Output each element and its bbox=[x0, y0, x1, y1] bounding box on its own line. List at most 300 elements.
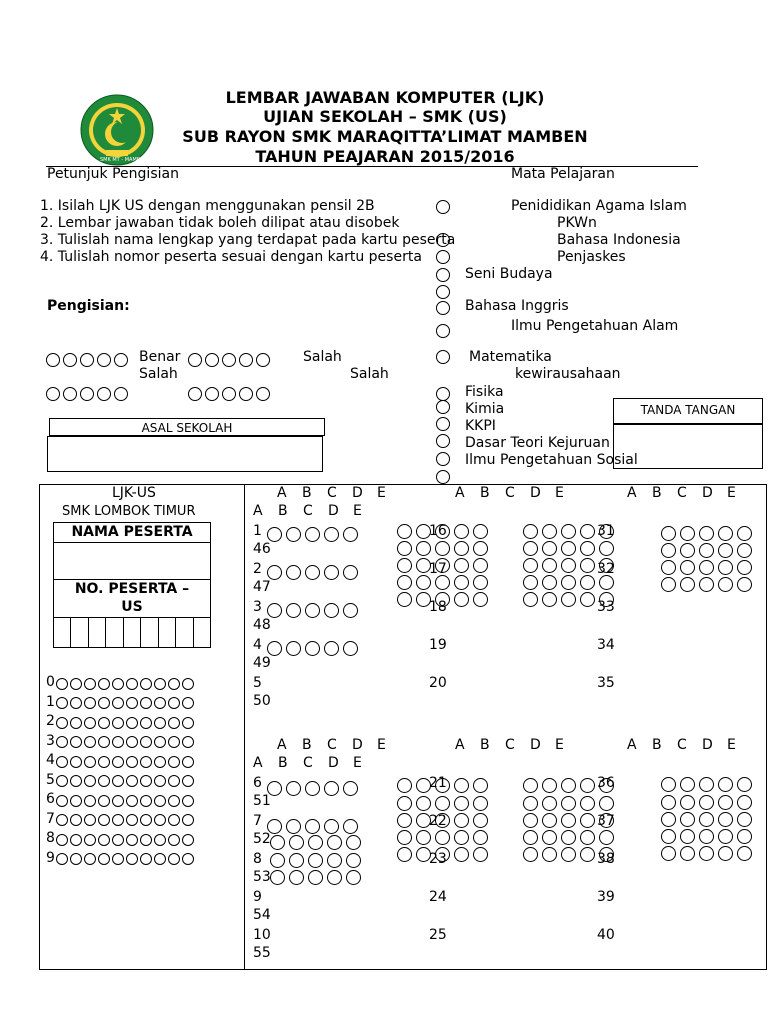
answer-bubble[interactable] bbox=[473, 830, 488, 845]
answer-bubble[interactable] bbox=[523, 575, 538, 590]
answer-bubble[interactable] bbox=[416, 847, 431, 862]
digit-bubble[interactable] bbox=[168, 717, 180, 729]
answer-bubble-row[interactable] bbox=[523, 813, 618, 828]
digit-bubble[interactable] bbox=[126, 775, 138, 787]
answer-bubble-row[interactable] bbox=[267, 527, 362, 542]
digit-bubble[interactable] bbox=[182, 756, 194, 768]
answer-bubble[interactable] bbox=[599, 575, 614, 590]
answer-bubble[interactable] bbox=[523, 847, 538, 862]
digit-bubble-row[interactable] bbox=[56, 754, 196, 768]
digit-bubble[interactable] bbox=[84, 814, 96, 826]
answer-bubble[interactable] bbox=[454, 778, 469, 793]
digit-bubble[interactable] bbox=[70, 697, 82, 709]
digit-bubble[interactable] bbox=[56, 756, 68, 768]
answer-bubble[interactable] bbox=[561, 847, 576, 862]
answer-bubble[interactable] bbox=[343, 565, 358, 580]
answer-bubble[interactable] bbox=[580, 813, 595, 828]
answer-bubble-row[interactable] bbox=[397, 796, 492, 811]
digit-bubble[interactable] bbox=[126, 736, 138, 748]
answer-bubble[interactable] bbox=[523, 778, 538, 793]
answer-bubble[interactable] bbox=[473, 575, 488, 590]
answer-bubble[interactable] bbox=[661, 777, 676, 792]
answer-bubble[interactable] bbox=[561, 796, 576, 811]
digit-bubble[interactable] bbox=[98, 853, 110, 865]
digit-bubble[interactable] bbox=[112, 814, 124, 826]
answer-bubble[interactable] bbox=[699, 846, 714, 861]
answer-bubble[interactable] bbox=[343, 641, 358, 656]
answer-bubble-row[interactable] bbox=[523, 558, 618, 573]
answer-bubble[interactable] bbox=[267, 781, 282, 796]
answer-bubble[interactable] bbox=[523, 524, 538, 539]
digit-bubble[interactable] bbox=[140, 678, 152, 690]
answer-bubble[interactable] bbox=[346, 870, 361, 885]
answer-bubble[interactable] bbox=[435, 813, 450, 828]
answer-bubble[interactable] bbox=[542, 830, 557, 845]
nama-peserta-field[interactable] bbox=[54, 543, 210, 579]
answer-bubble[interactable] bbox=[397, 541, 412, 556]
answer-bubble[interactable] bbox=[561, 541, 576, 556]
digit-bubble[interactable] bbox=[154, 736, 166, 748]
answer-bubble[interactable] bbox=[542, 558, 557, 573]
answer-bubble-row[interactable] bbox=[397, 575, 492, 590]
answer-bubble[interactable] bbox=[473, 558, 488, 573]
answer-bubble[interactable] bbox=[718, 526, 733, 541]
answer-bubble[interactable] bbox=[680, 543, 695, 558]
answer-bubble[interactable] bbox=[343, 781, 358, 796]
digit-bubble[interactable] bbox=[70, 795, 82, 807]
digit-bubble[interactable] bbox=[168, 795, 180, 807]
answer-bubble[interactable] bbox=[324, 603, 339, 618]
digit-bubble[interactable] bbox=[70, 717, 82, 729]
no-peserta-cells[interactable] bbox=[54, 618, 210, 647]
answer-bubble-row[interactable] bbox=[397, 778, 492, 793]
answer-bubble-row[interactable] bbox=[267, 641, 362, 656]
answer-bubble[interactable] bbox=[561, 592, 576, 607]
answer-bubble[interactable] bbox=[580, 541, 595, 556]
answer-bubble[interactable] bbox=[699, 777, 714, 792]
answer-bubble[interactable] bbox=[270, 835, 285, 850]
answer-bubble[interactable] bbox=[680, 795, 695, 810]
answer-bubble[interactable] bbox=[286, 603, 301, 618]
answer-bubble[interactable] bbox=[305, 781, 320, 796]
answer-bubble[interactable] bbox=[561, 778, 576, 793]
answer-bubble[interactable] bbox=[397, 575, 412, 590]
digit-bubble[interactable] bbox=[56, 775, 68, 787]
answer-bubble[interactable] bbox=[308, 835, 323, 850]
answer-bubble[interactable] bbox=[718, 560, 733, 575]
answer-bubble-row[interactable] bbox=[523, 524, 618, 539]
answer-bubble[interactable] bbox=[599, 558, 614, 573]
digit-bubble[interactable] bbox=[140, 814, 152, 826]
answer-bubble[interactable] bbox=[308, 853, 323, 868]
digit-bubble[interactable] bbox=[182, 853, 194, 865]
answer-bubble[interactable] bbox=[454, 558, 469, 573]
digit-bubble[interactable] bbox=[154, 834, 166, 846]
answer-bubble[interactable] bbox=[737, 829, 752, 844]
answer-bubble[interactable] bbox=[661, 543, 676, 558]
answer-bubble[interactable] bbox=[680, 577, 695, 592]
digit-bubble[interactable] bbox=[84, 853, 96, 865]
answer-bubble-row[interactable] bbox=[661, 829, 756, 844]
answer-bubble[interactable] bbox=[473, 592, 488, 607]
digit-bubble[interactable] bbox=[182, 678, 194, 690]
digit-bubble[interactable] bbox=[84, 717, 96, 729]
answer-bubble[interactable] bbox=[327, 835, 342, 850]
digit-bubble[interactable] bbox=[56, 834, 68, 846]
digit-bubble[interactable] bbox=[140, 717, 152, 729]
answer-bubble[interactable] bbox=[305, 565, 320, 580]
digit-bubble[interactable] bbox=[98, 736, 110, 748]
answer-bubble[interactable] bbox=[289, 853, 304, 868]
digit-bubble[interactable] bbox=[70, 853, 82, 865]
answer-bubble[interactable] bbox=[435, 778, 450, 793]
answer-bubble[interactable] bbox=[397, 813, 412, 828]
answer-bubble[interactable] bbox=[267, 527, 282, 542]
answer-bubble[interactable] bbox=[289, 835, 304, 850]
digit-bubble[interactable] bbox=[98, 678, 110, 690]
answer-bubble[interactable] bbox=[267, 819, 282, 834]
answer-bubble[interactable] bbox=[737, 560, 752, 575]
answer-bubble[interactable] bbox=[523, 830, 538, 845]
answer-bubble[interactable] bbox=[737, 577, 752, 592]
digit-bubble[interactable] bbox=[56, 678, 68, 690]
answer-bubble-row[interactable] bbox=[661, 795, 756, 810]
answer-bubble-row[interactable] bbox=[397, 592, 492, 607]
digit-bubble[interactable] bbox=[182, 795, 194, 807]
digit-bubble[interactable] bbox=[126, 834, 138, 846]
digit-bubble[interactable] bbox=[84, 795, 96, 807]
answer-bubble[interactable] bbox=[270, 853, 285, 868]
digit-bubble[interactable] bbox=[70, 736, 82, 748]
answer-bubble[interactable] bbox=[435, 558, 450, 573]
answer-bubble[interactable] bbox=[580, 524, 595, 539]
answer-bubble[interactable] bbox=[680, 560, 695, 575]
answer-bubble[interactable] bbox=[542, 813, 557, 828]
answer-bubble-row[interactable] bbox=[661, 526, 756, 541]
answer-bubble[interactable] bbox=[661, 795, 676, 810]
answer-bubble-row[interactable] bbox=[397, 541, 492, 556]
answer-bubble[interactable] bbox=[324, 781, 339, 796]
answer-bubble[interactable] bbox=[599, 592, 614, 607]
answer-bubble[interactable] bbox=[661, 560, 676, 575]
answer-bubble[interactable] bbox=[699, 795, 714, 810]
digit-bubble[interactable] bbox=[98, 717, 110, 729]
answer-bubble-row[interactable] bbox=[523, 778, 618, 793]
digit-bubble[interactable] bbox=[70, 775, 82, 787]
answer-bubble-row[interactable] bbox=[270, 870, 365, 885]
answer-bubble[interactable] bbox=[599, 847, 614, 862]
answer-bubble[interactable] bbox=[542, 541, 557, 556]
answer-bubble[interactable] bbox=[599, 778, 614, 793]
answer-bubble[interactable] bbox=[435, 541, 450, 556]
digit-bubble-row[interactable] bbox=[56, 735, 196, 749]
digit-bubble[interactable] bbox=[98, 814, 110, 826]
answer-bubble[interactable] bbox=[561, 575, 576, 590]
answer-bubble-row[interactable] bbox=[267, 565, 362, 580]
answer-bubble[interactable] bbox=[737, 777, 752, 792]
digit-bubble[interactable] bbox=[168, 697, 180, 709]
answer-bubble[interactable] bbox=[305, 527, 320, 542]
digit-bubble[interactable] bbox=[168, 775, 180, 787]
answer-bubble[interactable] bbox=[523, 541, 538, 556]
answer-bubble-row[interactable] bbox=[523, 592, 618, 607]
digit-bubble[interactable] bbox=[140, 736, 152, 748]
answer-bubble-row[interactable] bbox=[661, 543, 756, 558]
digit-bubble[interactable] bbox=[126, 717, 138, 729]
answer-bubble-row[interactable] bbox=[523, 796, 618, 811]
answer-bubble-row[interactable] bbox=[397, 847, 492, 862]
digit-bubble[interactable] bbox=[112, 795, 124, 807]
answer-bubble-row[interactable] bbox=[523, 847, 618, 862]
answer-bubble[interactable] bbox=[397, 796, 412, 811]
answer-bubble[interactable] bbox=[718, 812, 733, 827]
answer-bubble[interactable] bbox=[699, 577, 714, 592]
answer-bubble[interactable] bbox=[523, 592, 538, 607]
answer-bubble[interactable] bbox=[454, 575, 469, 590]
digit-bubble[interactable] bbox=[56, 697, 68, 709]
digit-bubble[interactable] bbox=[112, 678, 124, 690]
answer-bubble[interactable] bbox=[416, 813, 431, 828]
answer-bubble[interactable] bbox=[718, 846, 733, 861]
digit-bubble[interactable] bbox=[140, 697, 152, 709]
answer-bubble-row[interactable] bbox=[661, 812, 756, 827]
digit-bubble[interactable] bbox=[140, 853, 152, 865]
answer-bubble[interactable] bbox=[737, 543, 752, 558]
answer-bubble[interactable] bbox=[327, 870, 342, 885]
answer-bubble[interactable] bbox=[397, 524, 412, 539]
answer-bubble[interactable] bbox=[416, 778, 431, 793]
answer-bubble[interactable] bbox=[580, 575, 595, 590]
answer-bubble[interactable] bbox=[661, 526, 676, 541]
answer-bubble[interactable] bbox=[270, 870, 285, 885]
answer-bubble[interactable] bbox=[416, 830, 431, 845]
answer-bubble[interactable] bbox=[699, 560, 714, 575]
digit-bubble[interactable] bbox=[154, 678, 166, 690]
answer-bubble[interactable] bbox=[267, 641, 282, 656]
answer-bubble[interactable] bbox=[542, 524, 557, 539]
answer-bubble[interactable] bbox=[435, 575, 450, 590]
digit-bubble[interactable] bbox=[84, 775, 96, 787]
answer-bubble[interactable] bbox=[416, 575, 431, 590]
digit-bubble[interactable] bbox=[98, 697, 110, 709]
answer-bubble-row[interactable] bbox=[397, 830, 492, 845]
answer-bubble[interactable] bbox=[680, 812, 695, 827]
answer-bubble[interactable] bbox=[416, 592, 431, 607]
digit-bubble[interactable] bbox=[98, 795, 110, 807]
answer-bubble[interactable] bbox=[473, 541, 488, 556]
answer-bubble-row[interactable] bbox=[267, 819, 362, 834]
digit-bubble[interactable] bbox=[84, 834, 96, 846]
answer-bubble[interactable] bbox=[454, 541, 469, 556]
digit-bubble[interactable] bbox=[112, 736, 124, 748]
answer-bubble[interactable] bbox=[397, 830, 412, 845]
answer-bubble[interactable] bbox=[435, 592, 450, 607]
answer-bubble-row[interactable] bbox=[267, 603, 362, 618]
digit-bubble-row[interactable] bbox=[56, 696, 196, 710]
digit-bubble[interactable] bbox=[126, 697, 138, 709]
answer-bubble[interactable] bbox=[397, 592, 412, 607]
digit-bubble[interactable] bbox=[126, 678, 138, 690]
answer-bubble[interactable] bbox=[542, 592, 557, 607]
digit-bubble[interactable] bbox=[98, 775, 110, 787]
answer-bubble-row[interactable] bbox=[661, 777, 756, 792]
answer-bubble[interactable] bbox=[561, 830, 576, 845]
digit-bubble[interactable] bbox=[140, 834, 152, 846]
answer-bubble[interactable] bbox=[580, 830, 595, 845]
answer-bubble[interactable] bbox=[286, 527, 301, 542]
tanda-tangan-field[interactable] bbox=[613, 424, 763, 469]
answer-bubble[interactable] bbox=[580, 778, 595, 793]
answer-bubble[interactable] bbox=[435, 524, 450, 539]
digit-bubble[interactable] bbox=[112, 775, 124, 787]
answer-bubble[interactable] bbox=[327, 853, 342, 868]
answer-bubble[interactable] bbox=[561, 813, 576, 828]
answer-bubble[interactable] bbox=[661, 846, 676, 861]
digit-bubble[interactable] bbox=[140, 775, 152, 787]
answer-bubble[interactable] bbox=[737, 846, 752, 861]
answer-bubble[interactable] bbox=[454, 524, 469, 539]
digit-bubble[interactable] bbox=[126, 756, 138, 768]
answer-bubble[interactable] bbox=[542, 796, 557, 811]
answer-bubble[interactable] bbox=[737, 526, 752, 541]
digit-bubble[interactable] bbox=[98, 834, 110, 846]
digit-bubble[interactable] bbox=[70, 756, 82, 768]
answer-bubble[interactable] bbox=[397, 558, 412, 573]
answer-bubble[interactable] bbox=[523, 813, 538, 828]
answer-bubble-row[interactable] bbox=[270, 853, 365, 868]
answer-bubble[interactable] bbox=[305, 603, 320, 618]
answer-bubble[interactable] bbox=[343, 527, 358, 542]
answer-bubble[interactable] bbox=[346, 835, 361, 850]
answer-bubble-row[interactable] bbox=[270, 835, 365, 850]
digit-bubble[interactable] bbox=[70, 814, 82, 826]
digit-bubble-row[interactable] bbox=[56, 676, 196, 690]
digit-bubble[interactable] bbox=[112, 853, 124, 865]
digit-bubble-row[interactable] bbox=[56, 715, 196, 729]
answer-bubble-row[interactable] bbox=[661, 577, 756, 592]
answer-bubble[interactable] bbox=[286, 819, 301, 834]
digit-bubble[interactable] bbox=[168, 834, 180, 846]
answer-bubble[interactable] bbox=[718, 829, 733, 844]
digit-bubble[interactable] bbox=[154, 853, 166, 865]
answer-bubble[interactable] bbox=[580, 558, 595, 573]
digit-bubble-row[interactable] bbox=[56, 793, 196, 807]
asal-sekolah-field[interactable] bbox=[47, 436, 323, 472]
digit-bubble[interactable] bbox=[154, 795, 166, 807]
digit-bubble[interactable] bbox=[168, 814, 180, 826]
answer-bubble[interactable] bbox=[343, 819, 358, 834]
answer-bubble-row[interactable] bbox=[523, 541, 618, 556]
answer-bubble[interactable] bbox=[435, 847, 450, 862]
answer-bubble[interactable] bbox=[542, 847, 557, 862]
answer-bubble[interactable] bbox=[718, 795, 733, 810]
digit-bubble[interactable] bbox=[84, 697, 96, 709]
answer-bubble[interactable] bbox=[599, 813, 614, 828]
answer-bubble[interactable] bbox=[324, 819, 339, 834]
digit-bubble[interactable] bbox=[112, 756, 124, 768]
digit-bubble[interactable] bbox=[154, 756, 166, 768]
answer-bubble[interactable] bbox=[580, 847, 595, 862]
answer-bubble[interactable] bbox=[718, 577, 733, 592]
digit-bubble[interactable] bbox=[182, 736, 194, 748]
answer-bubble[interactable] bbox=[599, 796, 614, 811]
answer-bubble[interactable] bbox=[324, 527, 339, 542]
answer-bubble[interactable] bbox=[680, 846, 695, 861]
digit-bubble[interactable] bbox=[182, 814, 194, 826]
answer-bubble[interactable] bbox=[343, 603, 358, 618]
answer-bubble[interactable] bbox=[523, 796, 538, 811]
answer-bubble[interactable] bbox=[737, 812, 752, 827]
answer-bubble-row[interactable] bbox=[661, 560, 756, 575]
answer-bubble[interactable] bbox=[289, 870, 304, 885]
answer-bubble[interactable] bbox=[454, 813, 469, 828]
digit-bubble[interactable] bbox=[154, 775, 166, 787]
answer-bubble[interactable] bbox=[523, 558, 538, 573]
digit-bubble[interactable] bbox=[84, 678, 96, 690]
answer-bubble[interactable] bbox=[454, 847, 469, 862]
answer-bubble-row[interactable] bbox=[661, 846, 756, 861]
digit-bubble-row[interactable] bbox=[56, 813, 196, 827]
answer-bubble[interactable] bbox=[267, 603, 282, 618]
answer-bubble[interactable] bbox=[699, 543, 714, 558]
digit-bubble[interactable] bbox=[140, 756, 152, 768]
digit-bubble[interactable] bbox=[126, 795, 138, 807]
answer-bubble[interactable] bbox=[346, 853, 361, 868]
digit-bubble[interactable] bbox=[154, 814, 166, 826]
answer-bubble-row[interactable] bbox=[397, 813, 492, 828]
digit-bubble[interactable] bbox=[140, 795, 152, 807]
answer-bubble-row[interactable] bbox=[397, 524, 492, 539]
answer-bubble-row[interactable] bbox=[523, 575, 618, 590]
answer-bubble[interactable] bbox=[737, 795, 752, 810]
answer-bubble[interactable] bbox=[435, 830, 450, 845]
answer-bubble[interactable] bbox=[286, 641, 301, 656]
digit-bubble[interactable] bbox=[154, 697, 166, 709]
answer-bubble[interactable] bbox=[680, 526, 695, 541]
answer-bubble[interactable] bbox=[308, 870, 323, 885]
digit-bubble[interactable] bbox=[56, 853, 68, 865]
answer-bubble[interactable] bbox=[454, 796, 469, 811]
answer-bubble[interactable] bbox=[561, 524, 576, 539]
answer-bubble-row[interactable] bbox=[523, 830, 618, 845]
answer-bubble[interactable] bbox=[324, 641, 339, 656]
answer-bubble[interactable] bbox=[542, 575, 557, 590]
answer-bubble[interactable] bbox=[473, 813, 488, 828]
answer-bubble[interactable] bbox=[454, 830, 469, 845]
answer-bubble[interactable] bbox=[542, 778, 557, 793]
digit-bubble[interactable] bbox=[182, 775, 194, 787]
digit-bubble[interactable] bbox=[70, 678, 82, 690]
answer-bubble-row[interactable] bbox=[397, 558, 492, 573]
answer-bubble-row[interactable] bbox=[267, 781, 362, 796]
answer-bubble[interactable] bbox=[305, 819, 320, 834]
answer-bubble[interactable] bbox=[599, 541, 614, 556]
answer-bubble[interactable] bbox=[661, 812, 676, 827]
digit-bubble[interactable] bbox=[112, 717, 124, 729]
digit-bubble[interactable] bbox=[168, 853, 180, 865]
answer-bubble[interactable] bbox=[580, 592, 595, 607]
digit-bubble-row[interactable] bbox=[56, 832, 196, 846]
answer-bubble[interactable] bbox=[599, 524, 614, 539]
digit-bubble[interactable] bbox=[56, 736, 68, 748]
answer-bubble[interactable] bbox=[286, 565, 301, 580]
digit-bubble[interactable] bbox=[56, 814, 68, 826]
digit-bubble[interactable] bbox=[112, 697, 124, 709]
answer-bubble[interactable] bbox=[397, 778, 412, 793]
digit-bubble[interactable] bbox=[126, 853, 138, 865]
answer-bubble[interactable] bbox=[416, 541, 431, 556]
answer-bubble[interactable] bbox=[699, 829, 714, 844]
